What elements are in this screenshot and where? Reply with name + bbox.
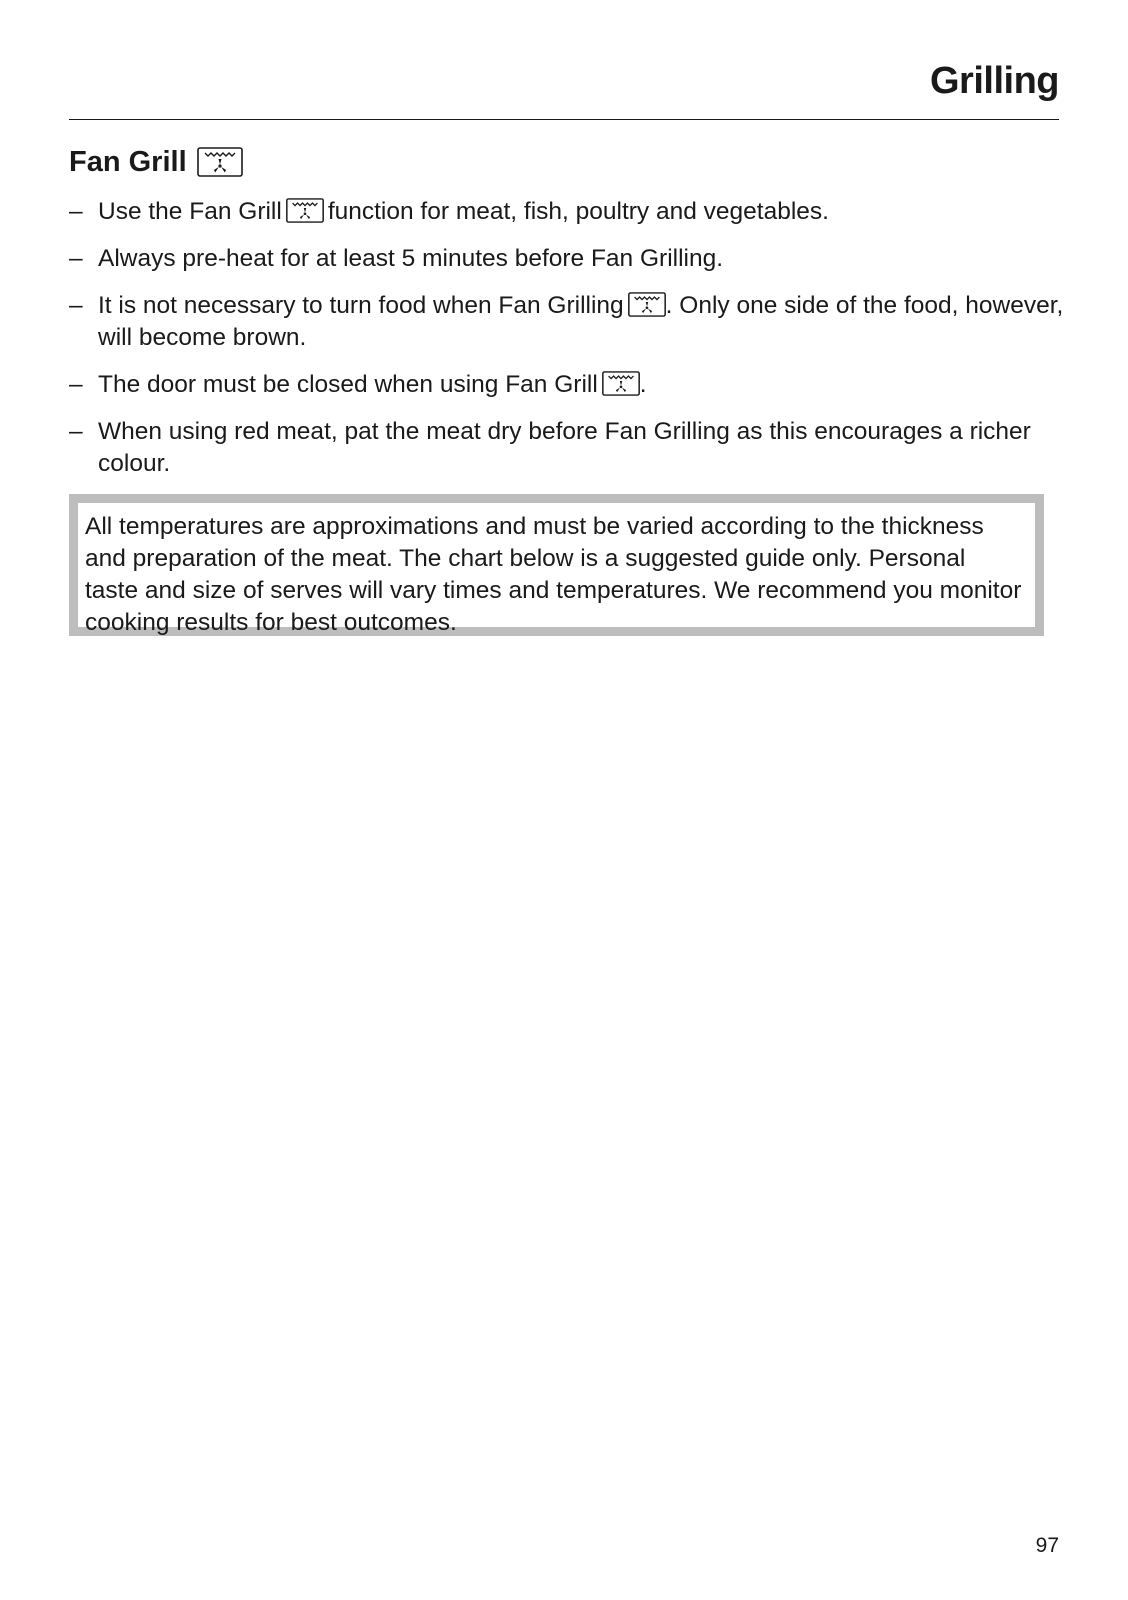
page-title: Grilling: [930, 60, 1059, 102]
list-item: [69, 290, 1064, 354]
list-item: [69, 196, 1064, 228]
list-item-text: function for meat, fish, poultry and vegetables.: [327, 198, 829, 225]
list-item: [69, 243, 1064, 275]
bullet-dash: –: [69, 371, 83, 398]
list-item-text: Use the Fan Grill: [98, 198, 282, 225]
list-item-text: The door must be closed when using Fan Grill: [98, 371, 598, 398]
list-item: [69, 369, 1064, 401]
list-item-text: .: [639, 371, 647, 398]
bullet-dash: –: [69, 292, 83, 319]
bullet-dash: –: [69, 245, 83, 272]
header-divider: [69, 119, 1059, 120]
list-item: [69, 416, 1064, 480]
fan-grill-icon: [602, 371, 640, 396]
bullet-dash: –: [69, 418, 83, 445]
section-heading: [69, 147, 243, 177]
list-item-text: When using red meat, pat the meat dry before Fan Grilling as this encourages a richer colour.: [98, 418, 1031, 477]
page-number: 97: [1035, 1534, 1059, 1557]
list-item-text: It is not necessary to turn food when Fan Grilling: [98, 292, 624, 319]
instruction-list: [69, 196, 1064, 495]
bullet-dash: –: [69, 198, 83, 225]
list-item-text: . Only one side of the food, however, will become brown.: [98, 292, 1064, 351]
section-heading-text: Fan Grill: [69, 145, 187, 178]
fan-grill-icon: [286, 198, 324, 223]
fan-grill-icon: [628, 292, 666, 317]
note-text: All temperatures are approximations and must be varied according to the thickness and preparation of the meat. The chart below is a suggested guide only. Personal taste and size of serves will vary times and temperatures. We recommend you monitor cooking results for best outcomes.: [85, 513, 1022, 636]
note-box: [69, 494, 1044, 636]
fan-grill-icon: [197, 147, 243, 177]
list-item-text: Always pre-heat for at least 5 minutes before Fan Grilling.: [98, 245, 724, 272]
